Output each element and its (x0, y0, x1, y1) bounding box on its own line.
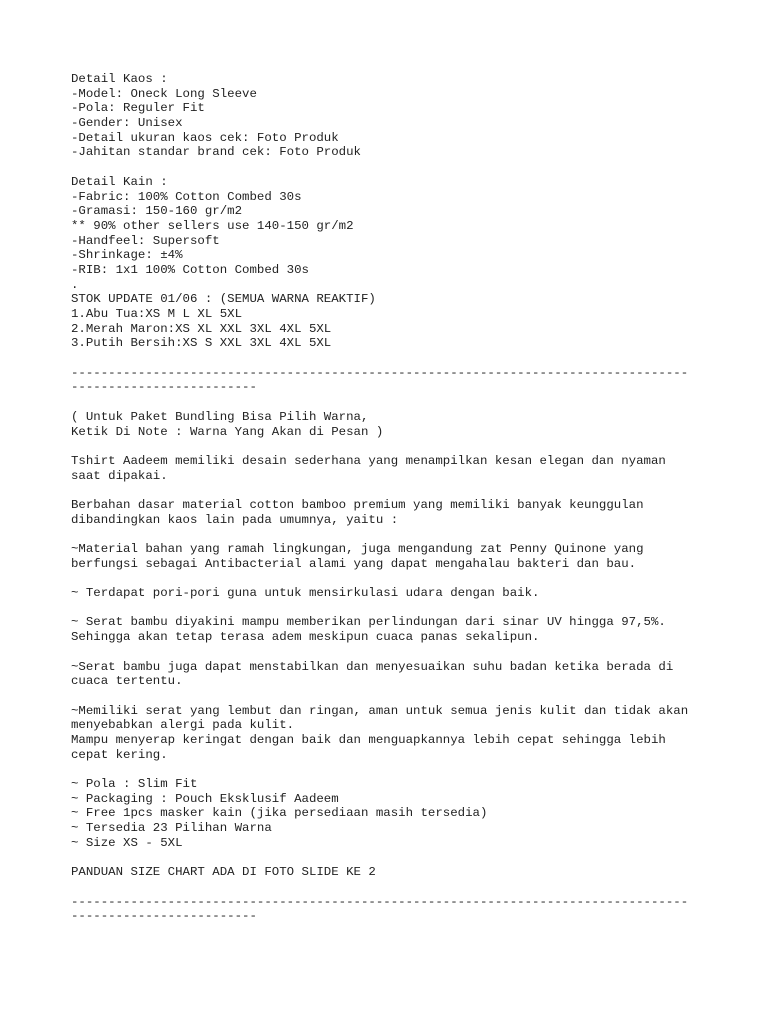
text-line: 2.Merah Maron:XS XL XXL 3XL 4XL 5XL (71, 321, 332, 336)
blank-line (71, 880, 711, 895)
text-line: -Handfeel: Supersoft (71, 233, 220, 248)
blank-line (71, 439, 711, 454)
text-line: -Jahitan standar brand cek: Foto Produk (71, 145, 361, 160)
text-line: -Pola: Reguler Fit (71, 101, 205, 116)
blank-line (71, 571, 711, 586)
text-line: -Detail ukuran kaos cek: Foto Produk (71, 130, 339, 145)
blank-line (71, 483, 711, 498)
text-line: -Gender: Unisex (71, 116, 183, 131)
text-line: -RIB: 1x1 100% Cotton Combed 30s (71, 262, 309, 277)
text-line: ~Memiliki serat yang lembut dan ringan, aman untuk semua jenis kulit dan tidak akan (71, 703, 689, 718)
text-line: ~Material bahan yang ramah lingkungan, juga mengandung zat Penny Quinone yang (71, 542, 644, 556)
text-line: Mampu menyerap keringat dengan baik dan menguapkannya lebih cepat sehingga lebih (71, 732, 666, 747)
text-line: Detail Kaos : (71, 72, 168, 86)
text-line: Tshirt Aadeem memiliki desain sederhana yang menampilkan kesan elegan dan nyaman (71, 453, 666, 468)
blank-line (71, 527, 711, 542)
text-line: ~ Pola : Slim Fit (71, 777, 198, 791)
text-line: . (71, 277, 79, 292)
text-line: ~ Free 1pcs masker kain (jika persediaan masih tersedia) (71, 806, 488, 821)
text-line: -Shrinkage: ±4% (71, 248, 183, 263)
text-line: STOK UPDATE 01/06 : (SEMUA WARNA REAKTIF) (71, 292, 376, 307)
text-line: cuaca tertentu. (71, 674, 183, 689)
text-line: ~ Packaging : Pouch Eksklusif Aadeem (71, 791, 339, 806)
blank-line (71, 689, 711, 704)
blank-line (71, 601, 711, 616)
text-line: berfungsi sebagai Antibacterial alami yang dapat mengahalau bakteri dan bau. (71, 556, 637, 571)
text-line: PANDUAN SIZE CHART ADA DI FOTO SLIDE KE 2 (71, 865, 376, 880)
divider-line: ----------------------------------------------------------------------------------- (71, 894, 689, 909)
text-line: ~ Terdapat pori-pori guna untuk mensirkulasi udara dengan baik. (71, 586, 540, 601)
text-line: ** 90% other sellers use 140-150 gr/m2 (71, 218, 354, 233)
text-line: -Fabric: 100% Cotton Combed 30s (71, 189, 302, 204)
text-line: menyebabkan alergi pada kulit. (71, 718, 295, 733)
text-line: 3.Putih Bersih:XS S XXL 3XL 4XL 5XL (71, 336, 332, 351)
text-line: ~ Serat bambu diyakini mampu memberikan perlindungan dari sinar UV hingga 97,5%. (71, 615, 666, 630)
document-text (71, 72, 711, 924)
divider-line: ------------------------- (71, 909, 257, 924)
blank-line (71, 395, 711, 410)
text-line: -Gramasi: 150-160 gr/m2 (71, 204, 243, 219)
text-line: Ketik Di Note : Warna Yang Akan di Pesan ) (71, 424, 384, 439)
text-line: ( Untuk Paket Bundling Bisa Pilih Warna, (71, 409, 369, 424)
text-line: ~ Size XS - 5XL (71, 835, 183, 850)
text-line: cepat kering. (71, 747, 168, 762)
divider-line: ----------------------------------------------------------------------------------- (71, 365, 689, 380)
text-line: ~Serat bambu juga dapat menstabilkan dan menyesuaikan suhu badan ketika berada di (71, 659, 674, 674)
text-line: ~ Tersedia 23 Pilihan Warna (71, 821, 272, 836)
text-line: -Model: Oneck Long Sleeve (71, 86, 257, 101)
text-line: Detail Kain : (71, 174, 168, 189)
text-line: Sehingga akan tetap terasa adem meskipun cuaca panas sekalipun. (71, 630, 540, 645)
text-line: saat dipakai. (71, 468, 168, 483)
text-line: Berbahan dasar material cotton bamboo premium yang memiliki banyak keunggulan (71, 497, 644, 512)
blank-line (71, 351, 711, 366)
blank-line (71, 645, 711, 660)
text-line: dibandingkan kaos lain pada umumnya, yaitu : (71, 512, 399, 527)
blank-line (71, 762, 711, 777)
blank-line (71, 160, 711, 175)
divider-line: ------------------------- (71, 380, 257, 395)
blank-line (71, 850, 711, 865)
text-line: 1.Abu Tua:XS M L XL 5XL (71, 307, 243, 321)
